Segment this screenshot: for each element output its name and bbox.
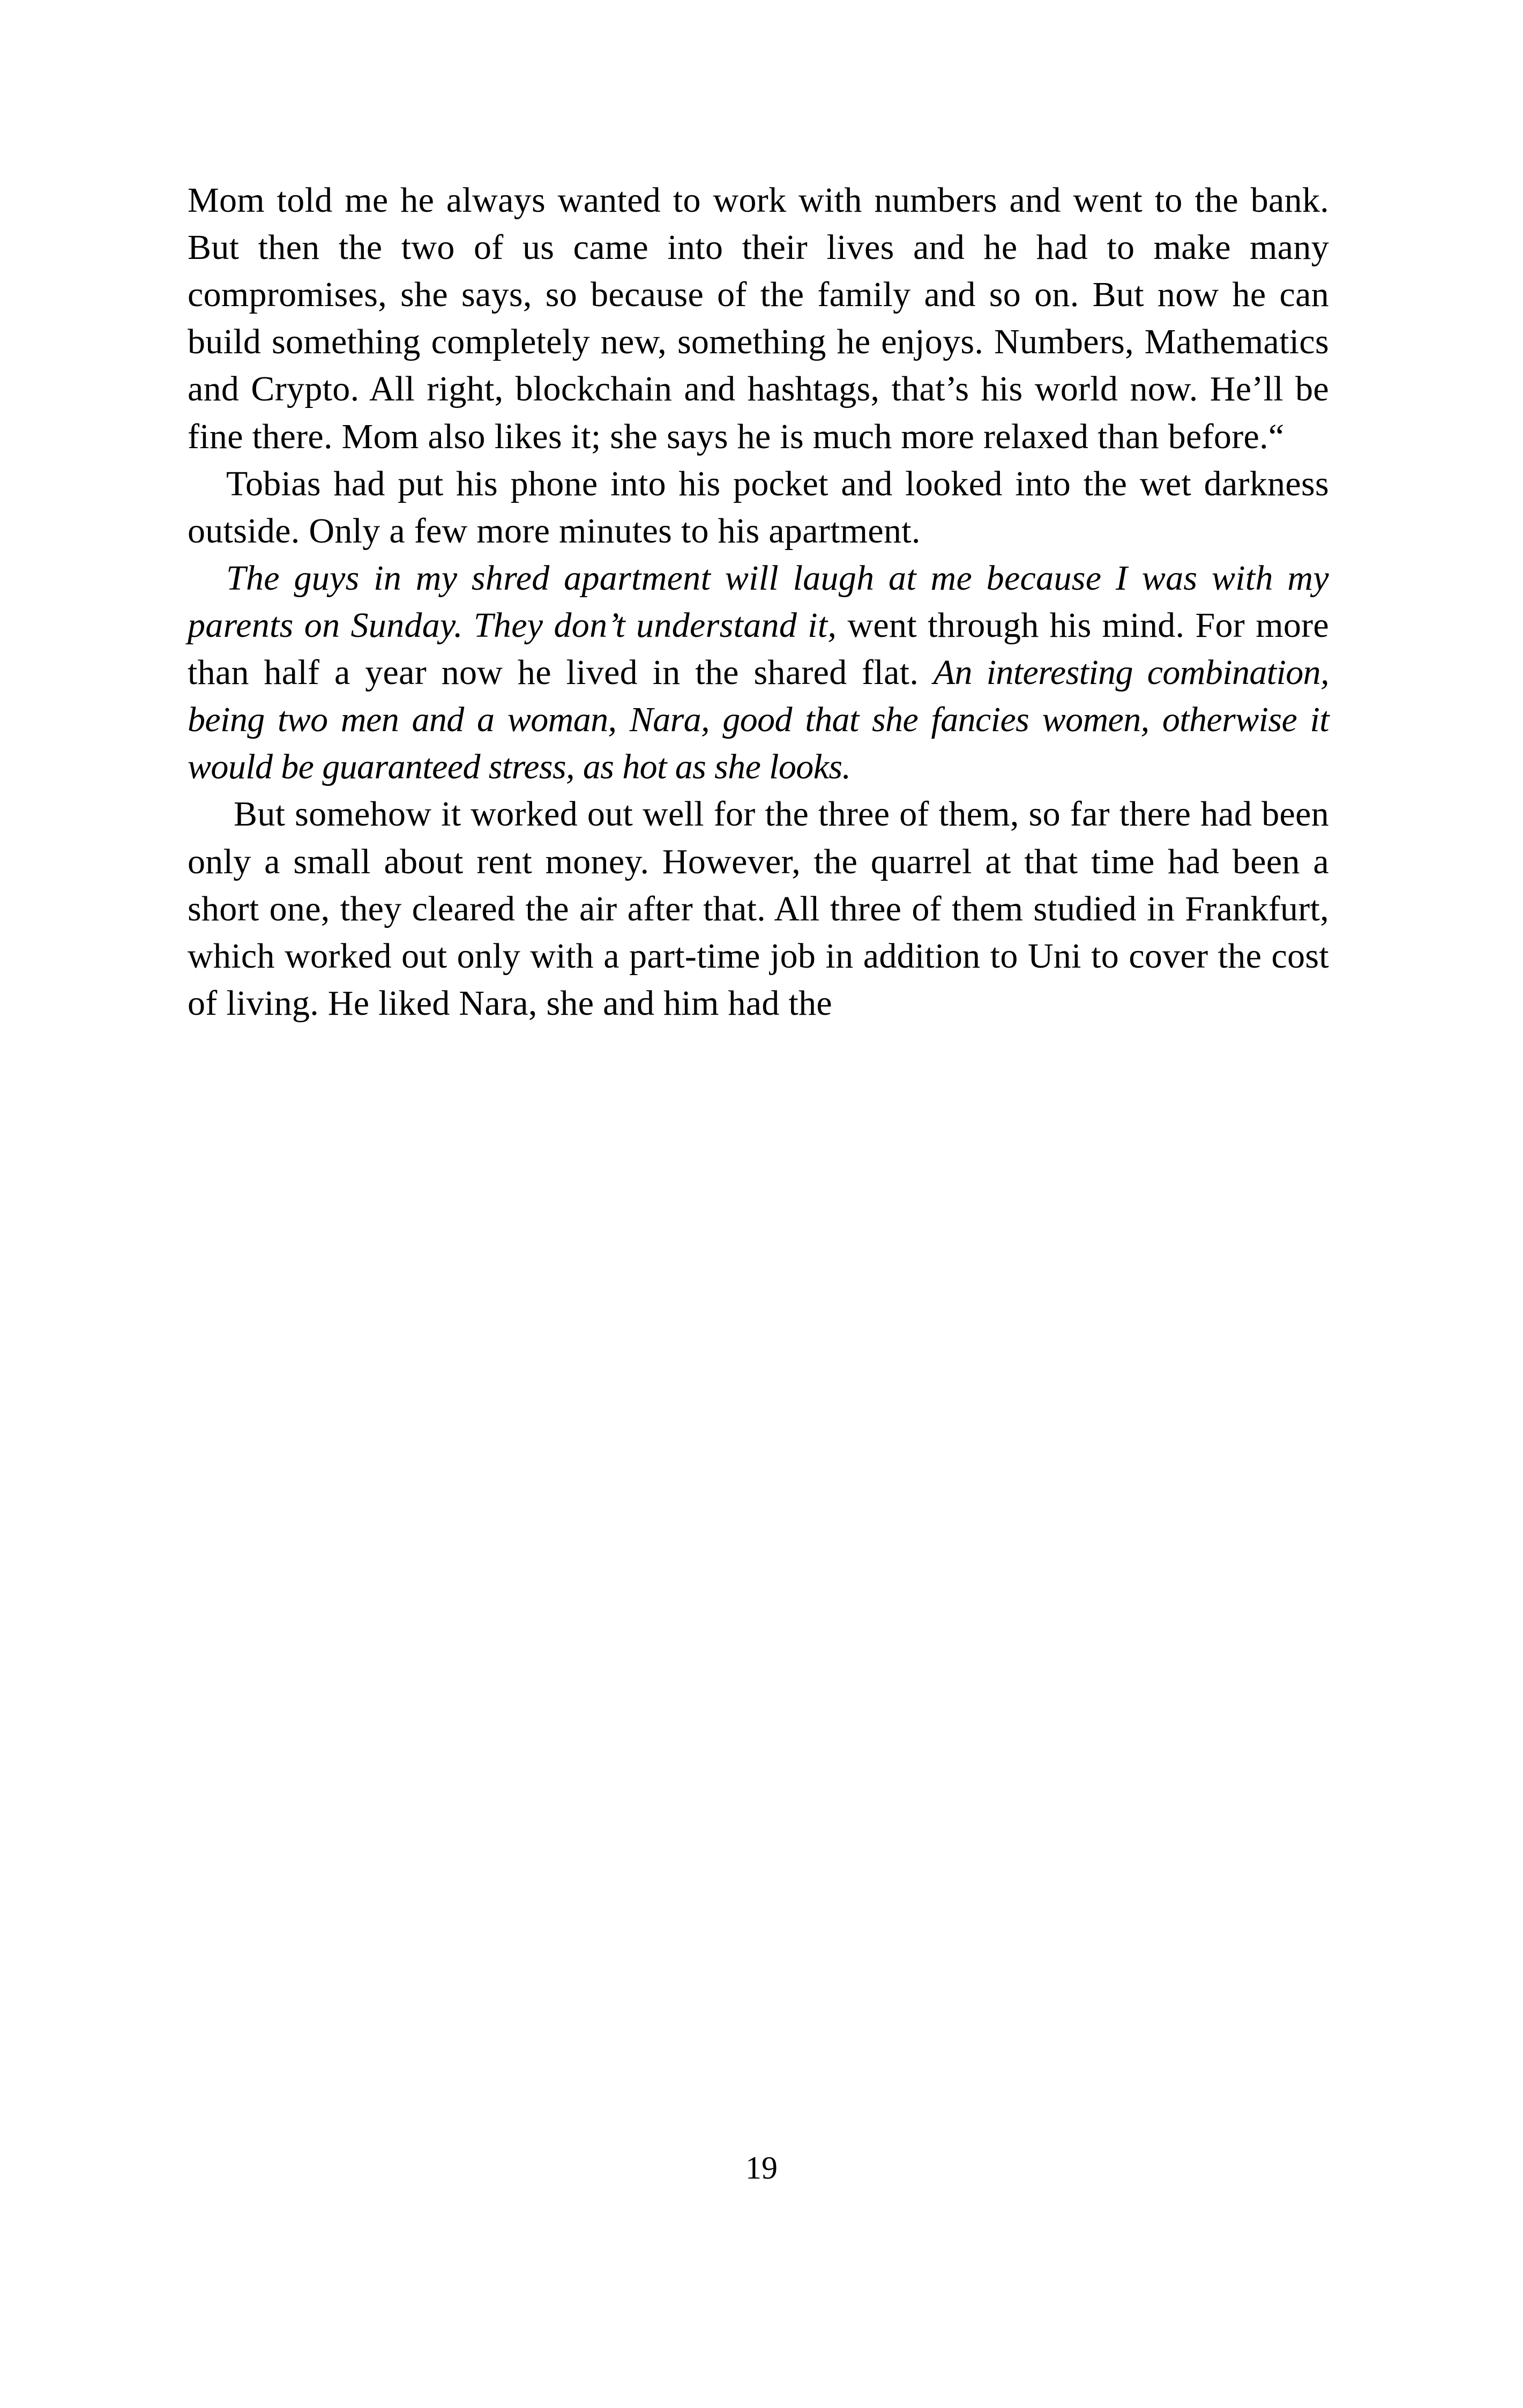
body-text-column (188, 177, 1329, 1027)
paragraph-3-italic-opening: The guys in my shred apartment will laugh at me because I was with my parents on Sunday. They don’t understand it, (188, 558, 1329, 645)
page-number: 19 (745, 2150, 778, 2186)
paragraph-1: Mom told me he always wanted to work with numbers and went to the bank. But then the two of us came into their lives and he had to make many compromises, she says, so because of the family and so on. But now he can build something completely new, something he enjoys. Numbers, Mathematics and Crypto. All right, blockchain and hashtags, that’s his world now. He’ll be fine there. Mom also likes it; she says he is much more relaxed than before.“ (188, 181, 1329, 456)
paragraph-3-italic-closing: An interesting combination, being two men and a woman, Nara, good that she fancies women, otherwise it would be guaranteed stress, as hot as she looks. (188, 653, 1329, 787)
paragraph-3 (188, 555, 1329, 791)
paragraph-4: But somehow it worked out well for the three of them, so far there had been only a small about rent money. However, the quarrel at that time had been a short one, they cleared the air after that. All three of them studied in Frankfurt, which worked out only with a part-time job in addition to Uni to cover the cost of living. He liked Nara, she and him had the (188, 794, 1329, 1023)
paragraph-2: Tobias had put his phone into his pocket and looked into the wet darkness outside. Only a few more minutes to his apartment. (188, 464, 1329, 551)
paragraph-3-roman-middle: went through his mind. For more than half a year now he lived in the shared flat. (188, 605, 1330, 693)
